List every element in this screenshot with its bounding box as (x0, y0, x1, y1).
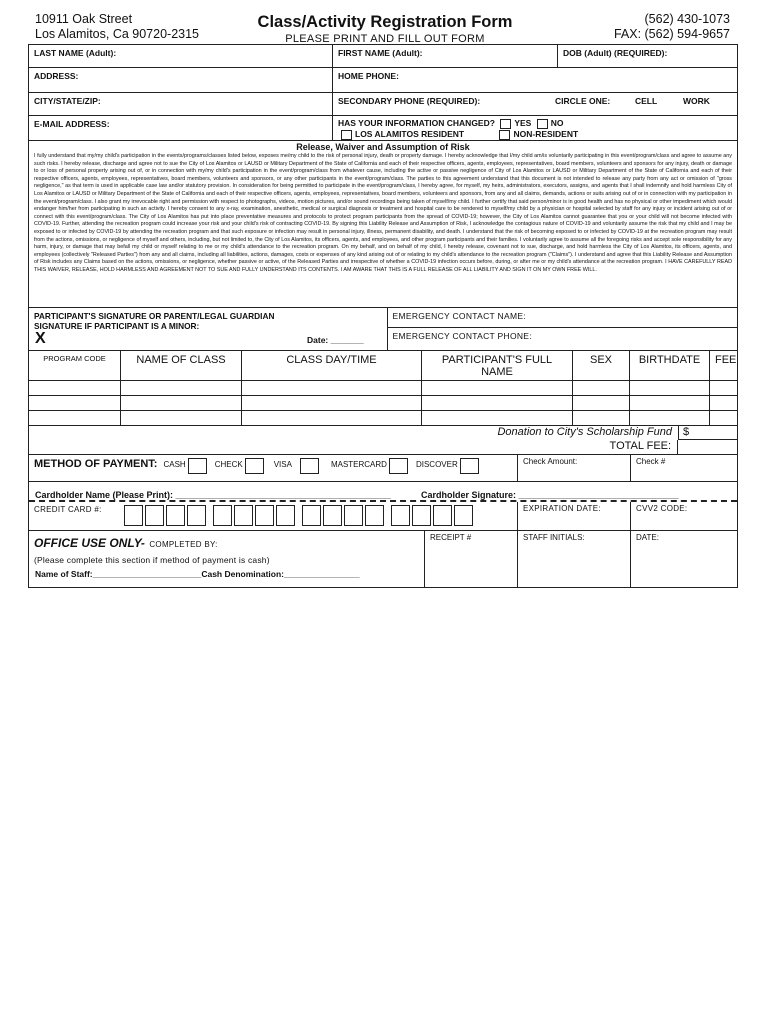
check-number-field[interactable] (630, 455, 737, 481)
col-fee: FEE (709, 351, 737, 380)
emergency-phone-label: EMERGENCY CONTACT PHONE: (392, 331, 532, 341)
receipt-field[interactable] (424, 531, 517, 587)
cc-digit-box[interactable] (454, 505, 473, 526)
payment-method-label: METHOD OF PAYMENT: (34, 458, 158, 470)
form-subtitle: PLEASE PRINT AND FILL OUT FORM (285, 33, 485, 45)
registration-form (28, 44, 738, 588)
staff-name-field[interactable]: Name of Staff:_______________________Cash Denomination:________________ (35, 569, 360, 579)
col-class-time: CLASS DAY/TIME (241, 351, 421, 380)
office-date-field[interactable] (630, 531, 737, 587)
non-resident-checkbox[interactable] (499, 130, 510, 140)
city-field[interactable] (29, 93, 332, 115)
cc-digit-box[interactable] (255, 505, 274, 526)
cash-label: CASH (163, 460, 186, 469)
cc-digit-box[interactable] (391, 505, 410, 526)
discover-checkbox[interactable] (460, 458, 479, 474)
emergency-name-label: EMERGENCY CONTACT NAME: (392, 311, 526, 321)
address-field[interactable] (29, 68, 332, 92)
org-contact (614, 12, 730, 42)
cc-digit-box[interactable] (166, 505, 185, 526)
cvv-field[interactable] (630, 502, 737, 530)
cash-checkbox[interactable] (188, 458, 207, 474)
col-participant-name: PARTICIPANT'S FULL NAME (421, 351, 572, 380)
check-checkbox[interactable] (245, 458, 264, 474)
no-label: NO (550, 118, 564, 128)
receipt-label: RECEIPT # (430, 533, 472, 542)
cc-digit-box[interactable] (344, 505, 363, 526)
check-amount-field[interactable] (517, 455, 630, 481)
email-field[interactable] (29, 116, 332, 140)
discover-label: DISCOVER (415, 460, 458, 469)
staff-initials-field[interactable] (517, 531, 630, 587)
cc-digit-box[interactable] (145, 505, 164, 526)
mastercard-label: MASTERCARD (330, 460, 387, 469)
dob-field[interactable] (557, 45, 737, 67)
expiration-field[interactable] (517, 502, 630, 530)
resident-checkbox[interactable] (341, 130, 352, 140)
office-note: (Please complete this section if method of payment is cash) (34, 555, 270, 565)
col-class-name: NAME OF CLASS (120, 351, 241, 380)
minor-signature-label: SIGNATURE IF PARTICIPANT IS A MINOR: (34, 321, 200, 331)
payment-methods (29, 455, 517, 481)
donation-field[interactable] (678, 426, 737, 440)
emergency-name-field[interactable] (388, 308, 738, 328)
office-use-title: OFFICE USE ONLY- (34, 536, 145, 550)
work-option[interactable]: WORK (683, 96, 710, 106)
last-name-field[interactable] (29, 45, 332, 67)
office-date-label: DATE: (636, 533, 659, 542)
address-label: ADDRESS: (34, 71, 79, 81)
last-name-label: LAST NAME (Adult): (34, 48, 117, 58)
signature-x-mark: X (35, 330, 46, 347)
home-phone-label: HOME PHONE: (338, 71, 399, 81)
info-changed-label: HAS YOUR INFORMATION CHANGED? (338, 118, 495, 128)
emergency-section (387, 308, 738, 350)
no-checkbox[interactable] (537, 119, 548, 129)
city-label: CITY/STATE/ZIP: (34, 96, 101, 106)
cc-digit-box[interactable] (323, 505, 342, 526)
completed-by-label: COMPLETED BY: (149, 540, 218, 549)
col-birthdate: BIRTHDATE (629, 351, 709, 380)
cc-digit-box[interactable] (234, 505, 253, 526)
cc-digit-box[interactable] (124, 505, 143, 526)
first-name-field[interactable] (332, 45, 557, 67)
circle-one-label: CIRCLE ONE: (555, 96, 611, 106)
check-number-label: Check # (636, 457, 666, 466)
participant-signature-label: PARTICIPANT'S SIGNATURE OR PARENT/LEGAL GUARDIAN (34, 311, 275, 321)
dob-label: DOB (Adult) (REQUIRED): (563, 48, 668, 58)
first-name-label: FIRST NAME (Adult): (338, 48, 423, 58)
resident-label: LOS ALAMITOS RESIDENT (355, 129, 465, 139)
cardholder-signature-field[interactable]: Cardholder Signature: ________________________________ (421, 490, 679, 500)
visa-checkbox[interactable] (300, 458, 319, 474)
credit-card-label: CREDIT CARD #: (34, 505, 102, 514)
info-changed-field (332, 116, 737, 140)
staff-initials-label: STAFF INITIALS: (523, 533, 585, 542)
dollar-sign: $ (683, 426, 690, 438)
phone: (562) 430-1073 (644, 12, 730, 26)
cc-digit-box[interactable] (433, 505, 452, 526)
waiver-section (29, 141, 737, 308)
email-label: E-MAIL ADDRESS: (34, 119, 110, 129)
signature-date[interactable]: Date: _______ (307, 335, 364, 345)
col-program-code: PROGRAM CODE (43, 354, 106, 363)
total-fee-label: TOTAL FEE: (609, 440, 672, 452)
table-row[interactable] (29, 396, 737, 411)
cc-digit-box[interactable] (302, 505, 321, 526)
emergency-phone-field[interactable] (388, 328, 738, 344)
cvv-label: CVV2 CODE: (636, 504, 688, 513)
mastercard-checkbox[interactable] (389, 458, 408, 474)
expiration-label: EXPIRATION DATE: (523, 504, 601, 513)
waiver-text: I fully understand that my/my child's participation in the events/programs/classes listed below, exposes me/my child to the risk of personal injury, death or property damage. I hereby acknowledge that I/my child am/is voluntarily participating in this event/program/class and agree to assume any such risks. I hereby release, discharge and agree not to sue the City of Los Alamitos or LAUSD or Military Department of the State of California and each of their respective officers, agents, employees, representatives, board members, volunteers and sponsors for any injury, death or damage to or loss of personal property arising out of, or in connection with my/my child's participation in the event/program/class from whatever cause, including the active or passive negligence of City of Los Alamitos or LAUSD or Military Department of the State of California and each of their respective officers, agents, employees, representatives, board members, volunteers and sponsors, or any other participants in the event/program/class. The parties to this agreement understand that this document is not intended to release any party from any act or omission of "gross negligence," as that term is used in applicable case law and/or statutory provision. In consideration for being permitted to participate in the event/program/class, I hereby agree, for myself, my heirs, administrators, executors, assigns, and agents that I shall indemnify and hold harmless City of Los Alamitos or LAUSD or Military Department of the State of California and each of their respective officers, agents, employees, representatives, board members, volunteers and sponsors, from any and all claims, demands, actions or suits arising out of or in connection with my participation in the event/program/class. I also grant my irrevocable right and permission with respect to photographs, videos, motion pictures, and/or sound recordings being taken of myself/my child. I further certify that said person/minor is in good health and has no physical or other impediment which would endanger him/her from participating in such an activity. I hereby consent to any x-ray, examination, anesthetic, medical or surgical diagnosis or treatment and hospital care to be rendered to myself/my child by a physician or hospital selected by staff for any injury or incident arising out of or connect with this event/program/class. The City of Los Alamitos has put into place preventative measures and protocols to protect program participants from the spread of COVID-19; however, the City of Los Alamitos cannot guarantee that you or your child will not become infected with COVID-19. Further, attending the recreation program could increase your risk and your child's risk of contracting COVID-19. By signing this Liability Release and Assumption of Risk, I acknowledge the contagious nature of COVID-19 and voluntarily assume the risk that my child and I may be exposed to or infected by COVID-19 by attending the recreation program and that such exposure or infection may result in personal injury, illness, permanent disability, and death. I understand that the risk of becoming exposed to or infected by COVID-19 at the recreation program may result from the actions, omissions, or negligence of myself and others, including, but not limited to, the City of Los Alamitos, its officers, agents, and employees, and other program participants and their families. I voluntarily agree to assume all the foregoing risks and accept sole responsibility for any harm, injury, or damage that may befall my child or myself relating to me or my child's attendance to the recreation program. On my behalf, and on behalf of my child, I hereby release, covenant not to sue, discharge, and hold harmless the City of Los Alamitos, its officers, agents, and employees (collectively "Released Parties") from any and all claims, including all liabilities, actions, damages, costs or expenses of any kind arising out of or relating to my child's attendance to the recreation program ("Claims"). I understand and agree that this Liability Release and Assumption of Risk includes any Claims based on the actions, omissions, or negligence, whether passive or active, of the Released Parties and irrespective of whether a COVID-19 infection occurs before, during, or after me or my child's attendance at the recreation program. I HAVE CAREFULLY READ THIS WAIVER, RELEASE, HOLD HARMLESS AND AGREEMENT NOT TO SUE AND FULLY UNDERSTAND ITS CONTENTS. I AM AWARE THAT THIS IS A FULL RELEASE OF ALL LIABILITY AND SIGN IT ON MY OWN FREE WILL. (34, 153, 732, 273)
check-label: CHECK (214, 460, 243, 469)
cc-digit-box[interactable] (412, 505, 431, 526)
total-fee-field[interactable] (677, 440, 737, 454)
signature-field[interactable] (29, 308, 387, 350)
address-line-1: 10911 Oak Street (35, 12, 133, 26)
donation-label: Donation to City's Scholarship Fund (497, 426, 672, 438)
cc-digit-box[interactable] (187, 505, 206, 526)
visa-label: VISA (273, 460, 292, 469)
cc-digit-box[interactable] (213, 505, 232, 526)
office-use-section (29, 531, 424, 587)
home-phone-field[interactable] (332, 68, 737, 92)
secondary-phone-field[interactable] (332, 93, 737, 115)
cardholder-name-field[interactable]: Cardholder Name (Please Print): ___________________________________________ (35, 490, 391, 500)
address-line-2: Los Alamitos, Ca 90720-2315 (35, 27, 199, 41)
cc-digit-box[interactable] (276, 505, 295, 526)
cell-option[interactable]: CELL (635, 96, 658, 106)
waiver-title: Release, Waiver and Assumption of Risk (296, 142, 470, 152)
cc-digit-box[interactable] (365, 505, 384, 526)
fax: FAX: (562) 594-9657 (613, 27, 730, 41)
yes-label: YES (514, 118, 532, 128)
secondary-phone-label: SECONDARY PHONE (REQUIRED): (338, 96, 481, 106)
col-sex: SEX (572, 351, 629, 380)
class-table-header (29, 351, 737, 381)
credit-card-field[interactable] (29, 502, 517, 530)
form-title: Class/Activity Registration Form (257, 13, 513, 31)
non-resident-label: NON-RESIDENT (513, 129, 579, 139)
check-amount-label: Check Amount: (523, 457, 578, 466)
yes-checkbox[interactable] (500, 119, 511, 129)
table-row[interactable] (29, 411, 737, 426)
table-row[interactable] (29, 381, 737, 396)
